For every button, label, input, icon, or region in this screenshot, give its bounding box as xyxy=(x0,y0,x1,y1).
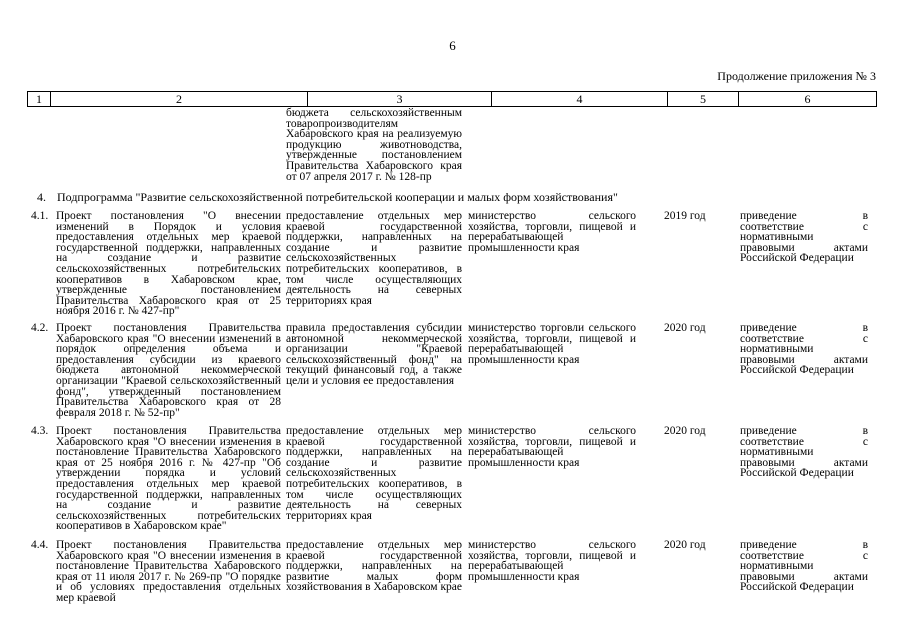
row-result: приведение в соответствие с нормативными правовыми актами Российской Федерации xyxy=(740,425,868,480)
row-number: 4.3. xyxy=(31,425,49,437)
row-executor: министерство сельского хозяйства, торговли, пищевой и перерабатывающей промышленности края xyxy=(468,210,636,254)
row-result: приведение в соответствие с нормативными правовыми актами Российской Федерации xyxy=(740,322,868,377)
subprogram-number: 4. xyxy=(37,190,46,204)
col-header-1: 1 xyxy=(28,92,51,107)
carryover-text: бюджета сельскохозяйственным товаропроизводителям Хабаровского края на реализуемую продукцию животноводства, утвержденные постановлением Правительства Хабаровского края от 07 апреля 2017 г. № 128-пр xyxy=(286,107,462,183)
column-header-table xyxy=(27,91,877,107)
row-project: Проект постановления Правительства Хабаровского края "О внесении изменений в порядок определения объема и предоставления субсидии из краевого бюджета автономной некоммерческой организации "Краевой сельскохозяйственный фонд", утвержденный постановлением Правительства Хабаровского края от 28 февраля 2018 г. № 52-пр" xyxy=(56,322,281,419)
row-number: 4.4. xyxy=(31,539,49,551)
subprogram-title: Подпрограмма "Развитие сельскохозяйственной потребительской кооперации и малых форм хозяйствования" xyxy=(57,190,618,204)
col-header-2: 2 xyxy=(51,92,308,107)
row-subject: предоставление отдельных мер краевой государственной поддержки, направленных на создание и развитие сельскохозяйственных потребительских кооперативов, в том числе осуществляющих деятельность на северных территориях края xyxy=(286,210,462,307)
row-result: приведение в соответствие с нормативными правовыми актами Российской Федерации xyxy=(740,539,868,594)
continuation-note: Продолжение приложения № 3 xyxy=(717,69,876,83)
row-year: 2020 год xyxy=(664,425,706,437)
col-header-5: 5 xyxy=(668,92,739,107)
row-year: 2019 год xyxy=(664,210,706,222)
row-executor: министерство сельского хозяйства, торговли, пищевой и перерабатывающей промышленности края xyxy=(468,539,636,583)
row-executor: министерство сельского хозяйства, торговли, пищевой и перерабатывающей промышленности края xyxy=(468,425,636,469)
row-result: приведение в соответствие с нормативными правовыми актами Российской Федерации xyxy=(740,210,868,265)
row-subject: правила предоставления субсидии автономной некоммерческой организации "Краевой сельскохозяйственный фонд" на текущий финансовый год, а также цели и условия ее предоставления xyxy=(286,322,462,387)
row-number: 4.1. xyxy=(31,210,49,222)
subprogram-heading xyxy=(37,190,618,205)
row-year: 2020 год xyxy=(664,539,706,551)
page-number: 6 xyxy=(449,38,456,53)
col-header-3: 3 xyxy=(308,92,492,107)
col-header-4: 4 xyxy=(492,92,668,107)
row-project: Проект постановления Правительства Хабаровского края "О внесении изменения в постановление Правительства Хабаровского края от 25 ноября 2016 г. № 427-пр "Об утверждении порядка и условий предоставления отдельных мер краевой государственной поддержки, направленных на создание и развитие сельскохозяйственных потребительских кооперативов в Хабаровском крае" xyxy=(56,425,281,533)
row-executor: министерство торговли сельского хозяйства, торговли, пищевой и перерабатывающей промышленности края xyxy=(468,322,636,366)
row-subject: предоставление отдельных мер краевой государственной поддержки, направленных на создание и развитие сельскохозяйственных потребительских кооперативов, в том числе осуществляющих деятельность на северных территориях края xyxy=(286,425,462,522)
row-number: 4.2. xyxy=(31,322,49,334)
row-project: Проект постановления Правительства Хабаровского края "О внесении изменения в постановление Правительства Хабаровского края от 11 июля 2017 г. № 269-пр "О порядке и об условиях предоставления отдельных мер краевой xyxy=(56,539,281,604)
col-header-6: 6 xyxy=(739,92,877,107)
row-project: Проект постановления "О внесении изменений в Порядок и условия предоставления отдельных мер краевой государственной поддержки, направленных на создание и развитие сельскохозяйственных потребительских кооперативов в Хабаровском крае, утвержденные постановлением Правительства Хабаровского края от 25 ноября 2016 г. № 427-пр" xyxy=(56,210,281,318)
row-year: 2020 год xyxy=(664,322,706,334)
row-subject: предоставление отдельных мер краевой государственной поддержки, направленных на развитие малых форм хозяйствования в Хабаровском крае xyxy=(286,539,463,594)
